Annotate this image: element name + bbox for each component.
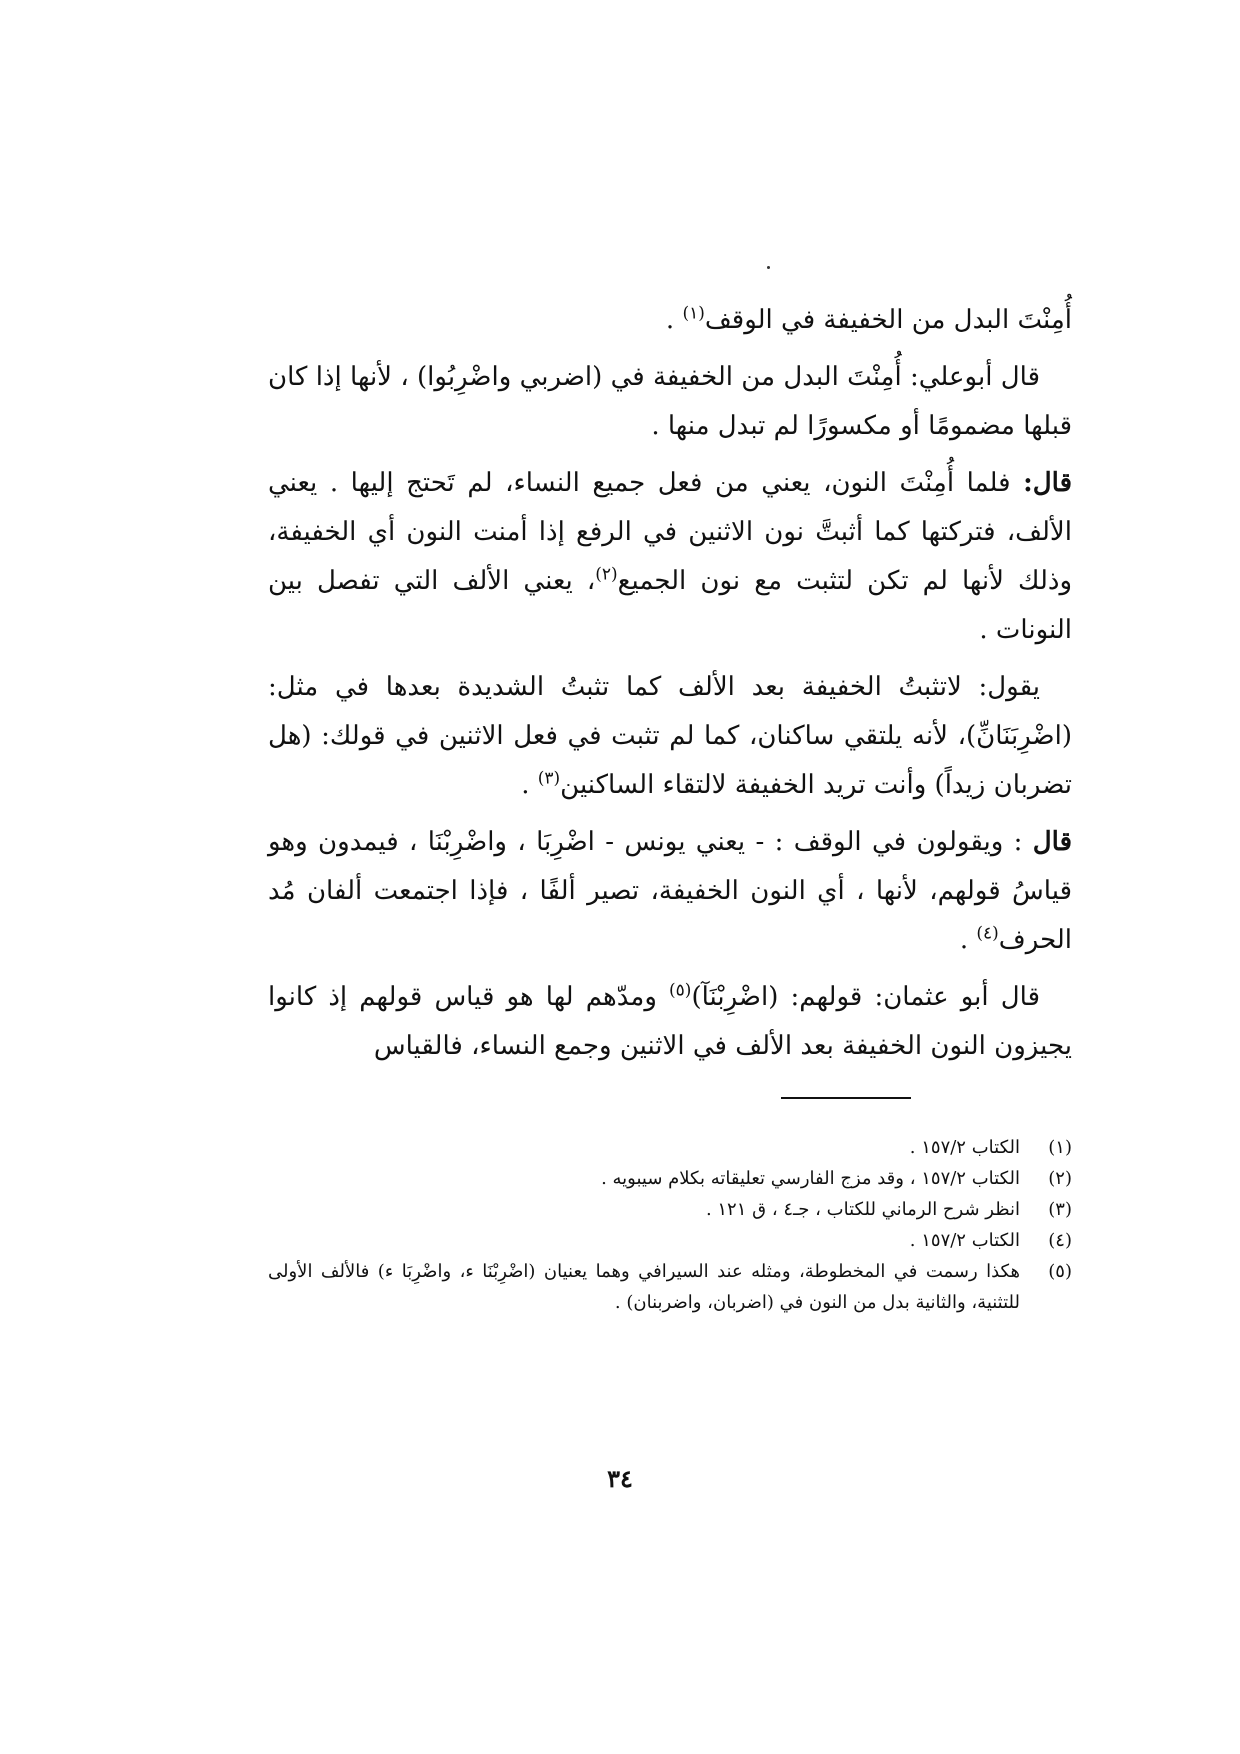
footnote-item bbox=[268, 1132, 1072, 1163]
footnote-separator bbox=[781, 1097, 911, 1099]
footnote-ref: (١) bbox=[682, 303, 705, 324]
footnote-ref: (٢) bbox=[595, 564, 618, 585]
footnote-text: الكتاب ١٥٧/٢ . bbox=[909, 1137, 1020, 1158]
footnote-ref: (٥) bbox=[669, 980, 692, 1001]
paragraph-text: فلما أُمِنْتَ النون، يعني من فعل جميع النساء، لم تَحتج إليها . يعني الألف، فتركتها كما أثبتَّ نون الاثنين في الرفع إذا أمنت النون أي الخفيفة، وذلك لأنها لم تكن لتثبت مع نون الجميع bbox=[268, 468, 1073, 596]
footnote-item bbox=[268, 1256, 1072, 1318]
stray-dot bbox=[767, 266, 770, 269]
footnote-number: (٥) bbox=[1048, 1261, 1072, 1282]
footnote-text: انظر شرح الرماني للكتاب ، جـ٤ ، ق ١٢١ . bbox=[705, 1199, 1020, 1220]
paragraph-tail: . bbox=[521, 770, 538, 800]
paragraph-text: يقول: لاتثبتُ الخفيفة بعد الألف كما تثبتُ الشديدة بعدها في مثل: (اضْرِبَنَانِّ)، لأنه يلتقي ساكنان، كما لم تثبت في فعل الاثنين في قولك: (هل تضربان زيداً) وأنت تريد الخفيفة لالتقاء الساكنين bbox=[268, 672, 1072, 800]
paragraph-5 bbox=[268, 818, 1072, 965]
paragraph-tail: . bbox=[665, 305, 683, 335]
paragraph-text: أُمِنْتَ البدل من الخفيفة في الوقف bbox=[704, 305, 1072, 335]
footnote-item bbox=[268, 1225, 1072, 1256]
footnotes bbox=[268, 1132, 1072, 1318]
page-number: ٣٤ bbox=[607, 1464, 633, 1493]
footnote-text: الكتاب ١٥٧/٢ . bbox=[909, 1230, 1020, 1251]
footnote-item bbox=[268, 1194, 1072, 1225]
paragraph-1 bbox=[268, 296, 1072, 345]
paragraph-text: قال أبو عثمان: قولهم: (اضْرِبْنَآ) bbox=[691, 982, 1041, 1012]
paragraph-4 bbox=[268, 663, 1072, 810]
main-text bbox=[268, 296, 1072, 1079]
paragraph-tail: . bbox=[959, 925, 977, 955]
footnote-ref: (٣) bbox=[537, 768, 561, 789]
paragraph-lead: قال: bbox=[1023, 468, 1072, 498]
paragraph-text: قال أبوعلي: أُمِنْتَ البدل من الخفيفة في (اضربي واضْرِبُوا) ، لأنها إذا كان قبلها مضمومًا أو مكسورًا لم تبدل منها . bbox=[268, 362, 1072, 441]
paragraph-text: : ويقولون في الوقف : - يعني يونس - اضْرِبَا ، واضْرِبْنَا ، فيمدون وهو قياسُ قولهم، لأنها ، أي النون الخفيفة، تصير ألفًا ، فإذا اجتمعت ألفان مُد الحرف bbox=[268, 827, 1072, 955]
paragraph-3 bbox=[268, 459, 1072, 655]
footnote-text: هكذا رسمت في المخطوطة، ومثله عند السيرافي وهما يعنيان (اضْرِبْنَا ء، واضْرِبَا ء) فالألف الأولى للتثنية، والثانية بدل من النون في (اضربان، واضربنان) . bbox=[268, 1261, 1020, 1313]
footnote-ref: (٤) bbox=[976, 923, 999, 944]
footnote-number: (٣) bbox=[1048, 1199, 1072, 1220]
footnote-number: (١) bbox=[1048, 1137, 1072, 1158]
paragraph-lead: قال bbox=[1032, 827, 1072, 857]
footnote-item bbox=[268, 1163, 1072, 1194]
paragraph-6 bbox=[268, 973, 1072, 1071]
footnote-number: (٢) bbox=[1048, 1168, 1072, 1189]
paragraph-tail: ومدّهم لها هو قياس قولهم إذ كانوا يجيزون النون الخفيفة بعد الألف في الاثنين وجمع النساء، فالقياس bbox=[268, 982, 1072, 1061]
footnote-text: الكتاب ١٥٧/٢ ، وقد مزج الفارسي تعليقاته بكلام سيبويه . bbox=[601, 1168, 1020, 1189]
paragraph-2 bbox=[268, 353, 1072, 451]
footnote-number: (٤) bbox=[1048, 1230, 1072, 1251]
paragraph-tail: ، يعني الألف التي تفصل بين النونات . bbox=[268, 566, 1072, 645]
